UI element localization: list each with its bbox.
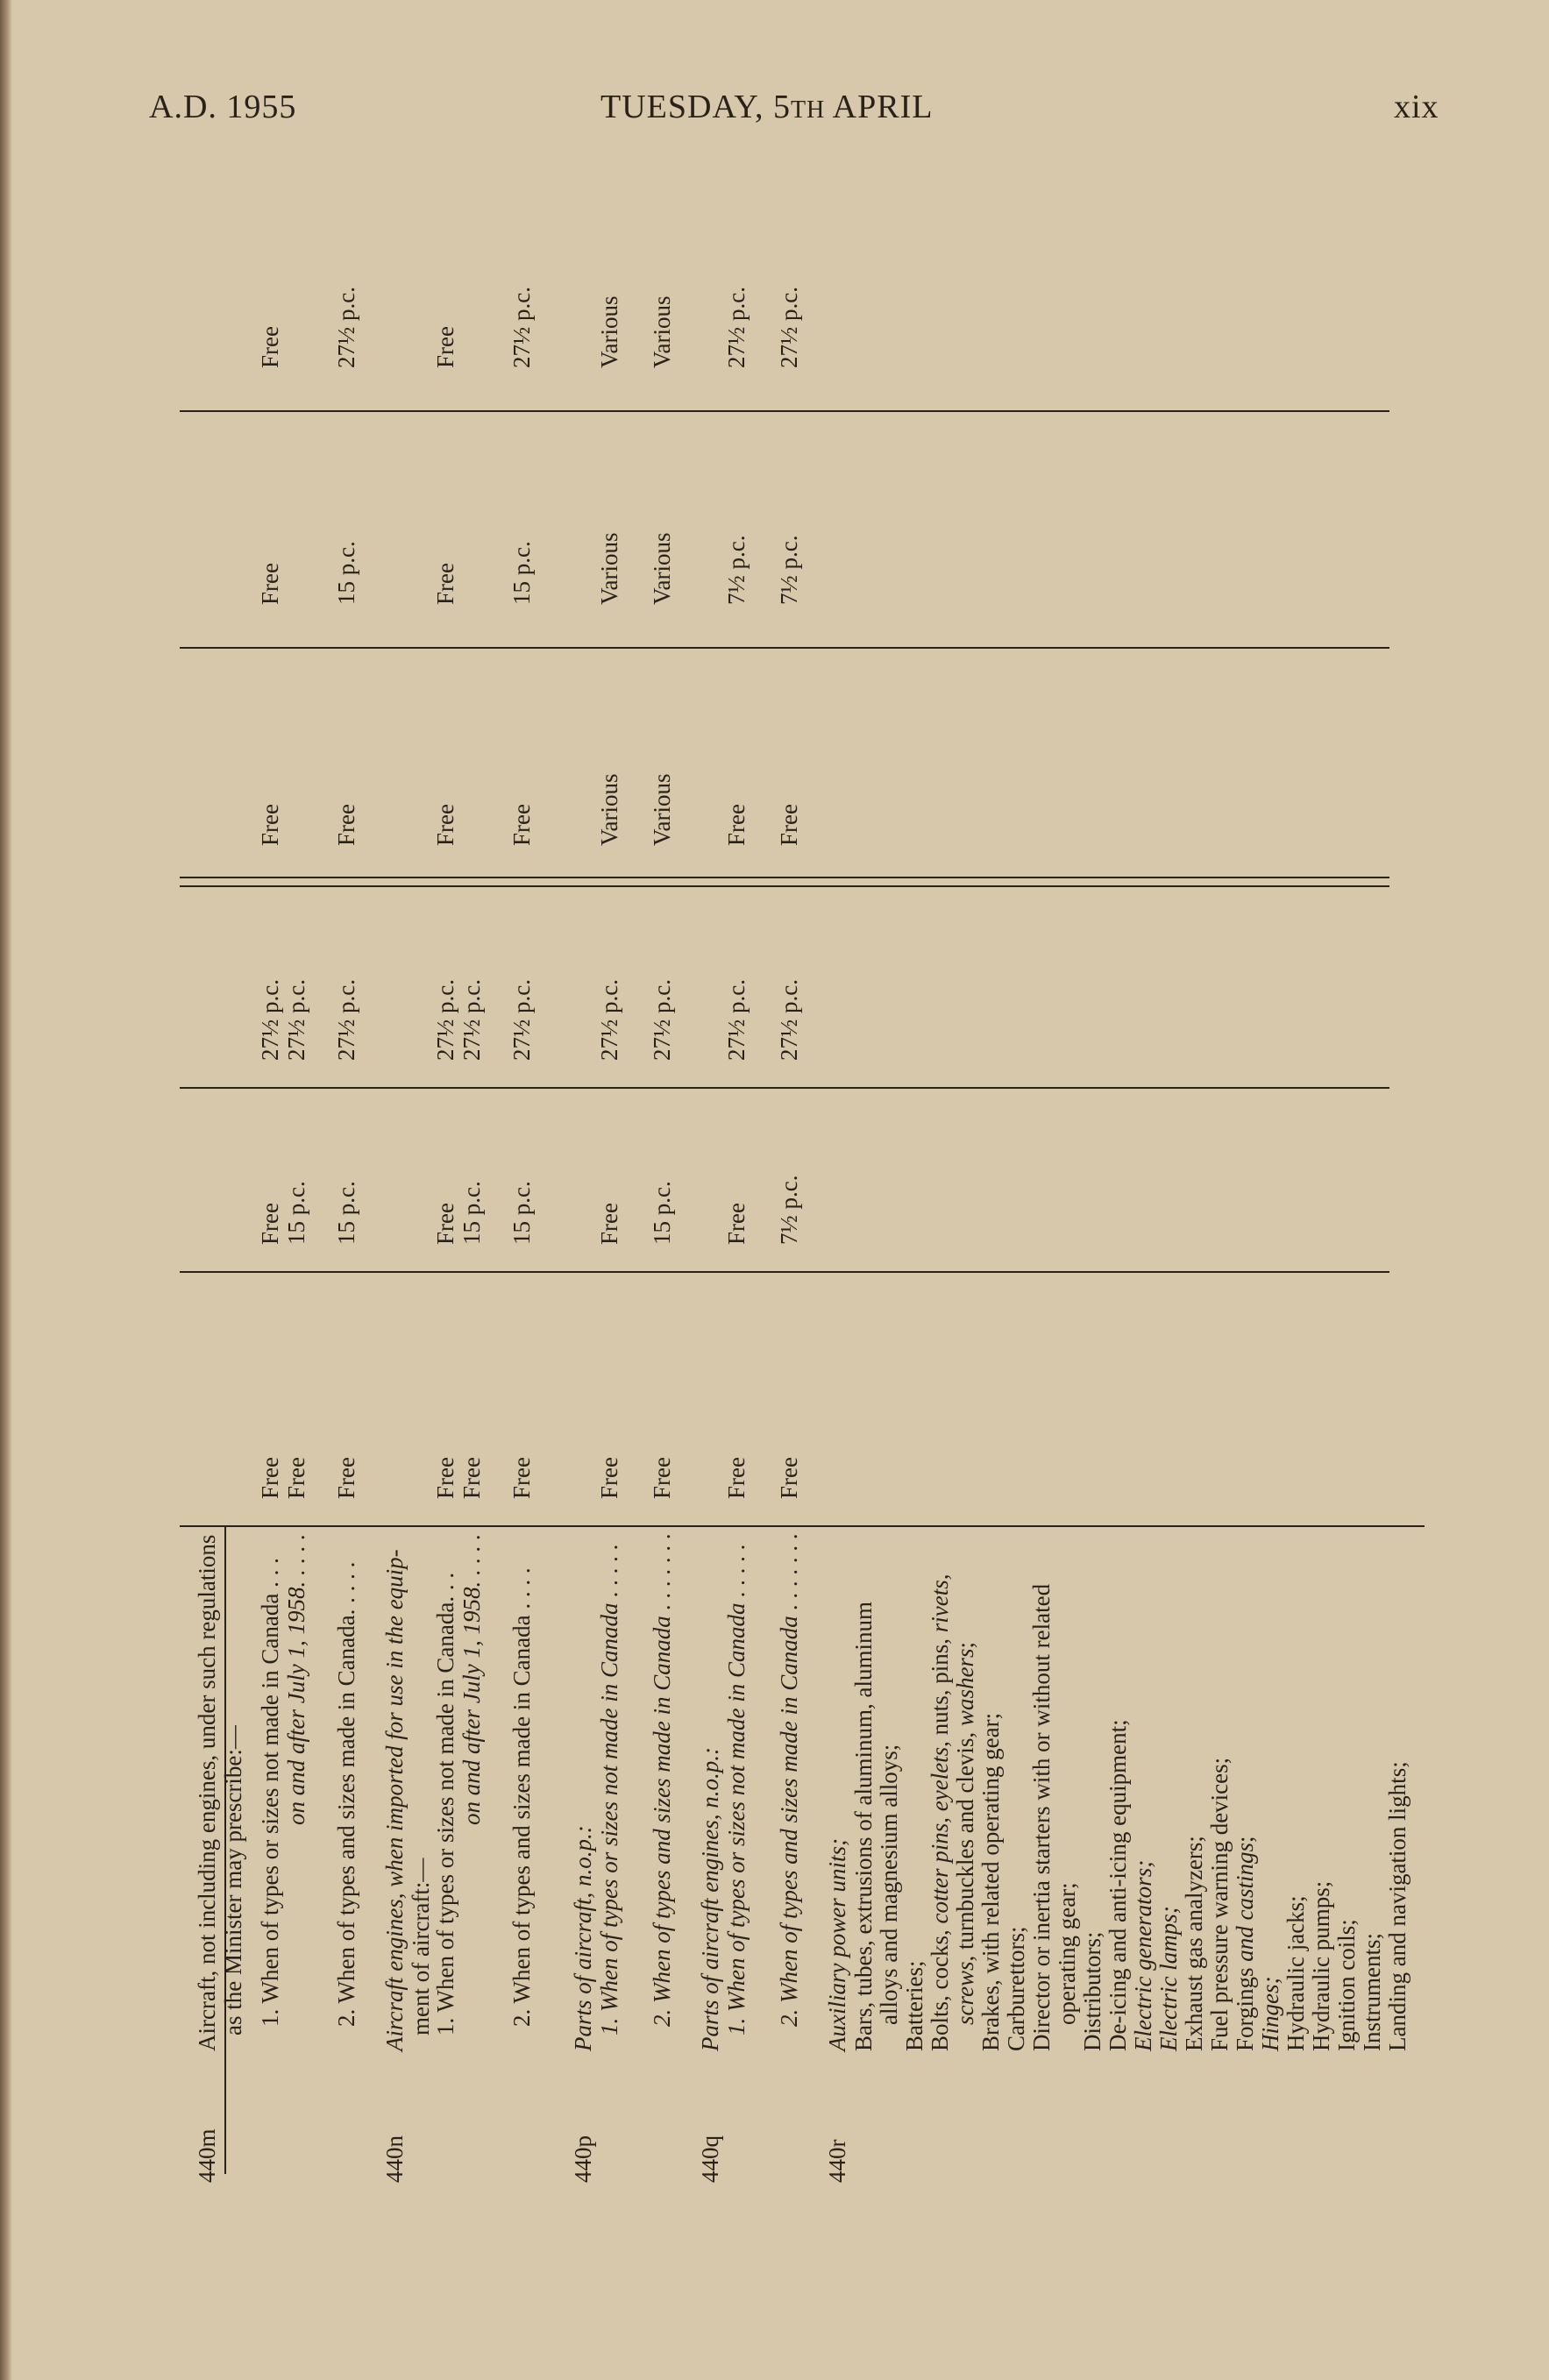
rate-cell: Free: [257, 326, 283, 368]
rate-cell: 27½ p.c.: [283, 979, 309, 1061]
item-440n-sub1: 1. When of types or sizes not made in Canada. . .: [432, 1572, 458, 2035]
rate-cell: Various: [596, 295, 622, 368]
item-440r-list-13: Exhaust gas analyzers;: [1181, 1836, 1207, 2051]
rate-cell: Free: [458, 1457, 485, 1499]
item-440r-list-7: Director or inertia starters with or without related: [1028, 1583, 1055, 2051]
rate-cell: 27½ p.c.: [333, 287, 359, 368]
rate-cell: 15 p.c.: [458, 1181, 485, 1245]
rate-cell: 15 p.c.: [649, 1181, 675, 1245]
item-440r-list-2: Batteries;: [901, 1960, 927, 2051]
header-date: TUESDAY, 5TH APRIL: [600, 89, 934, 125]
item-440q-sub1: 1. When of types or sizes not made in Canada . . . . .: [723, 1544, 750, 2035]
item-440r-list-18: Hydraulic pumps;: [1308, 1880, 1334, 2051]
rate-cell: 15 p.c.: [508, 1181, 535, 1245]
rate-cell: 7½ p.c.: [776, 1175, 802, 1245]
item-code-440n: 440n: [381, 2135, 408, 2183]
rate-cell: 27½ p.c.: [776, 287, 802, 368]
item-440n-sub1-date: on and after July 1, 1958. . . . .: [458, 1533, 485, 1825]
item-440r-list-0: Bars, tubes, extrusions of aluminum, aluminum: [850, 1602, 877, 2051]
rate-cell: Free: [432, 1203, 458, 1245]
item-440r-list-20: Instruments;: [1359, 1933, 1385, 2051]
rate-cell: Free: [723, 1457, 750, 1499]
rate-cell: Free: [776, 1457, 802, 1499]
rate-cell: 27½ p.c.: [723, 287, 750, 368]
rate-cell: Various: [649, 532, 675, 605]
item-440m-sub1: 1. When of types or sizes not made in Canada . . .: [257, 1558, 283, 2027]
item-440r-list-5: Brakes, with related operating gear;: [977, 1712, 1004, 2051]
rate-cell: 27½ p.c.: [596, 979, 622, 1061]
item-440r-list-8: operating gear;: [1054, 1882, 1080, 2025]
rate-cell: Free: [596, 1203, 622, 1245]
item-440r-list-14: Fuel pressure warning devices;: [1206, 1757, 1233, 2051]
rate-cell: 27½ p.c.: [723, 979, 750, 1061]
column-rule: [180, 647, 1389, 649]
item-code-440r: 440r: [824, 2139, 850, 2183]
rate-cell: Free: [432, 326, 458, 368]
rate-cell: Various: [649, 773, 675, 846]
item-440r-list-15: Forgings and castings;: [1232, 1836, 1258, 2051]
item-440r-list-4: screws, turnbuckles and clevis, washers;: [952, 1642, 978, 2025]
rate-cell: Free: [432, 563, 458, 605]
item-440m-sub2: 2. When of types and sizes made in Canada. . . . .: [333, 1561, 359, 2027]
column-rule: [180, 1271, 1389, 1273]
rate-cell: 27½ p.c.: [458, 979, 485, 1061]
rate-cell: Free: [257, 1457, 283, 1499]
rate-cell: Free: [723, 804, 750, 846]
column-rule-double: [180, 877, 1389, 878]
item-440r-list-11: Electric generators;: [1130, 1859, 1156, 2051]
item-440r-list-12: Electric lamps;: [1155, 1906, 1182, 2051]
item-440m-description-cont: as the Minister may prescribe:—: [220, 1725, 246, 2035]
rate-cell: Various: [596, 532, 622, 605]
rate-cell: Free: [596, 1457, 622, 1499]
rate-cell: Free: [257, 1203, 283, 1245]
column-rule: [180, 1525, 1425, 1527]
item-440r-list-1: alloys and magnesium alloys;: [876, 1744, 902, 2025]
item-440n-description-cont: ment of aircraft:—: [408, 1858, 434, 2035]
rate-cell: Free: [257, 804, 283, 846]
rate-cell: 27½ p.c.: [257, 979, 283, 1061]
rate-cell: Free: [333, 804, 359, 846]
rate-cell: 27½ p.c.: [333, 979, 359, 1061]
rate-cell: 15 p.c.: [283, 1181, 309, 1245]
rate-cell: 15 p.c.: [333, 541, 359, 605]
rate-cell: Free: [508, 1457, 535, 1499]
item-440r-list-21: Landing and navigation lights;: [1384, 1761, 1410, 2051]
rate-cell: 27½ p.c.: [432, 979, 458, 1061]
item-440q-sub2: 2. When of types and sizes made in Canada . . . . . . .: [776, 1532, 802, 2027]
page-binding-edge: [0, 0, 12, 2380]
rate-cell: Free: [257, 563, 283, 605]
rate-cell: 15 p.c.: [333, 1181, 359, 1245]
item-440r-list-3: Bolts, cocks, cotter pins, eyelets, nuts, pins, rivets,: [927, 1574, 953, 2051]
rate-cell: Free: [508, 804, 535, 846]
rate-cell: 27½ p.c.: [776, 979, 802, 1061]
rate-cell: 27½ p.c.: [649, 979, 675, 1061]
item-440m-description: Aircraft, not including engines, under such regulations: [194, 1534, 220, 2051]
tariff-table: [180, 0, 1416, 2183]
item-440r-list-16: Hinges;: [1257, 1976, 1283, 2051]
item-code-440m: 440m: [194, 2128, 220, 2183]
item-440m-sub1-date: on and after July 1, 1958. . . . .: [283, 1533, 309, 1825]
item-440p-sub1: 1. When of types or sizes not made in Canada . . . . .: [596, 1544, 622, 2035]
item-440r-list-9: Distributors;: [1079, 1931, 1105, 2051]
rate-cell: Free: [432, 1457, 458, 1499]
rate-cell: 15 p.c.: [508, 541, 535, 605]
item-440r-description: Auxiliary power units;: [824, 1838, 850, 2051]
item-440r-list-17: Hydraulic jacks;: [1283, 1895, 1309, 2051]
item-440p-description: Parts of aircraft, n.o.p.:: [570, 1825, 596, 2051]
rate-cell: Various: [649, 295, 675, 368]
header-page-number: xix: [1394, 89, 1439, 125]
item-440q-description: Parts of aircraft engines, n.o.p.:: [697, 1747, 723, 2051]
item-440n-description: Aircraft engines, when imported for use in the equip-: [381, 1549, 408, 2051]
item-code-440p: 440p: [570, 2135, 596, 2183]
rate-cell: 27½ p.c.: [508, 979, 535, 1061]
rate-cell: Free: [776, 804, 802, 846]
column-rule: [180, 410, 1389, 412]
rate-cell: Free: [333, 1457, 359, 1499]
rate-cell: 7½ p.c.: [723, 535, 750, 605]
column-rule: [180, 885, 1389, 887]
item-440p-sub2: 2. When of types and sizes made in Canada . . . . . . .: [649, 1532, 675, 2027]
rate-cell: Free: [432, 804, 458, 846]
rate-cell: Various: [596, 773, 622, 846]
rate-cell: 27½ p.c.: [508, 287, 535, 368]
rate-cell: Free: [723, 1203, 750, 1245]
item-440r-list-10: De-icing and anti-icing equipment;: [1105, 1719, 1131, 2051]
rate-cell: 7½ p.c.: [776, 535, 802, 605]
header-year: A.D. 1955: [149, 89, 297, 125]
item-440r-list-6: Carburettors;: [1003, 1926, 1029, 2051]
rate-cell: Free: [649, 1457, 675, 1499]
item-440r-list-19: Ignition coils;: [1333, 1919, 1360, 2051]
column-rule: [180, 1087, 1389, 1089]
item-code-440q: 440q: [697, 2135, 723, 2183]
item-440n-sub2: 2. When of types and sizes made in Canada . . . .: [508, 1567, 535, 2027]
rate-cell: Free: [283, 1457, 309, 1499]
